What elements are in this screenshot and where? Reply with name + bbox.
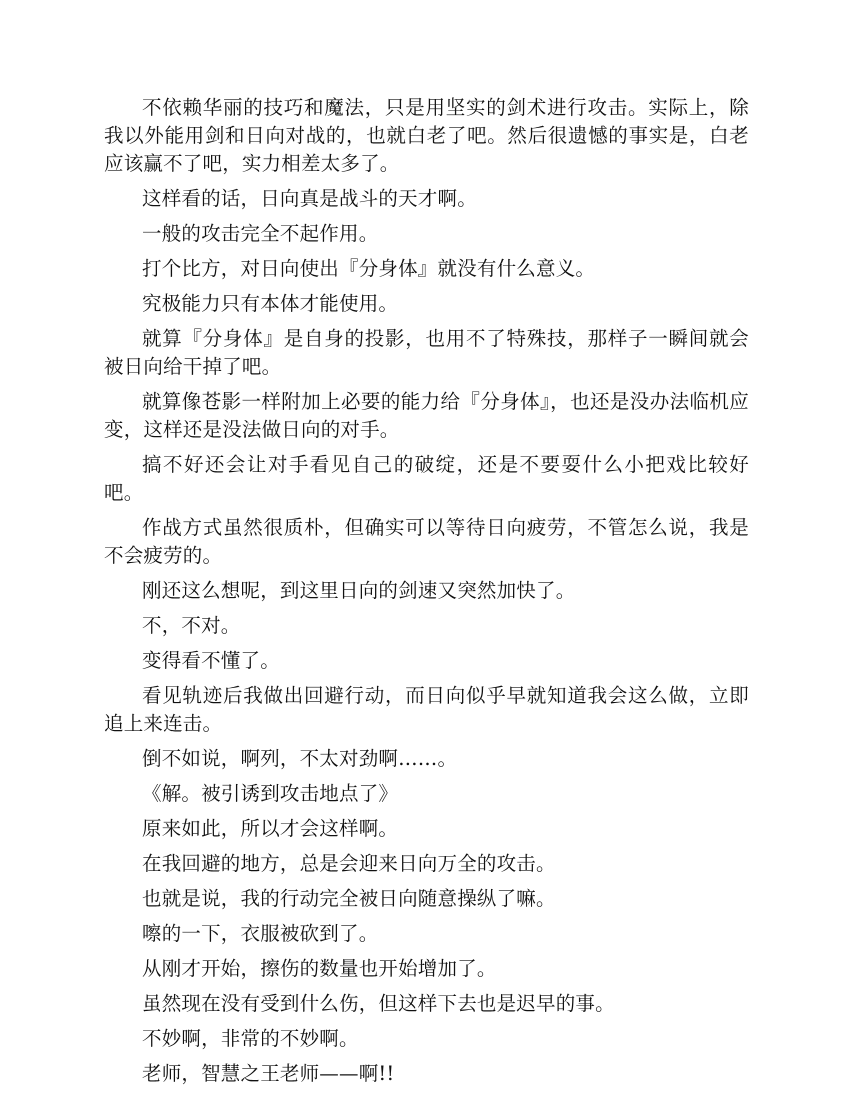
paragraph: 这样看的话，日向真是战斗的天才啊。 [142, 187, 477, 210]
paragraph: 打个比方，对日向使出『分身体』就没有什么意义。 [142, 257, 596, 280]
paragraph: 就算『分身体』是自身的投影，也用不了特殊技，那样子一瞬间就会被日向给干掉了吧。 [104, 327, 749, 378]
paragraph: 一般的攻击完全不起作用。 [142, 222, 379, 245]
paragraph: 作战方式虽然很质朴，但确实可以等待日向疲劳，不管怎么说，我是不会疲劳的。 [104, 516, 749, 567]
paragraph: 究极能力只有本体才能使用。 [142, 292, 399, 315]
paragraph: 从刚才开始，擦伤的数量也开始增加了。 [142, 957, 497, 980]
paragraph: 变得看不懂了。 [142, 649, 280, 672]
paragraph: 《解。被引诱到攻击地点了》 [142, 782, 399, 805]
paragraph: 老师，智慧之王老师——啊!! [142, 1062, 395, 1085]
paragraph: 不依赖华丽的技巧和魔法，只是用坚实的剑术进行攻击。实际上，除我以外能用剑和日向对战的，也就白老了吧。然后很遗憾的事实是，白老应该赢不了吧，实力相差太多了。 [104, 96, 749, 175]
paragraph: 搞不好还会让对手看见自己的破绽，还是不要耍什么小把戏比较好吧。 [104, 453, 749, 504]
paragraph: 就算像苍影一样附加上必要的能力给『分身体』，也还是没办法临机应变，这样还是没法做日向的对手。 [104, 390, 749, 441]
paragraph: 刚还这么想呢，到这里日向的剑速又突然加快了。 [142, 579, 576, 602]
paragraph: 倒不如说，啊列，不太对劲啊……。 [142, 747, 458, 770]
paragraph: 原来如此，所以才会这样啊。 [142, 817, 399, 840]
paragraph: 看见轨迹后我做出回避行动，而日向似乎早就知道我会这么做，立即追上来连击。 [104, 684, 749, 735]
document-body [104, 94, 749, 1095]
paragraph: 嚓的一下，衣服被砍到了。 [142, 922, 379, 945]
paragraph: 虽然现在没有受到什么伤，但这样下去也是迟早的事。 [142, 992, 615, 1015]
paragraph: 不，不对。 [142, 614, 241, 637]
paragraph: 也就是说，我的行动完全被日向随意操纵了嘛。 [142, 887, 556, 910]
paragraph: 在我回避的地方，总是会迎来日向万全的攻击。 [142, 852, 556, 875]
paragraph: 不妙啊，非常的不妙啊。 [142, 1027, 359, 1050]
